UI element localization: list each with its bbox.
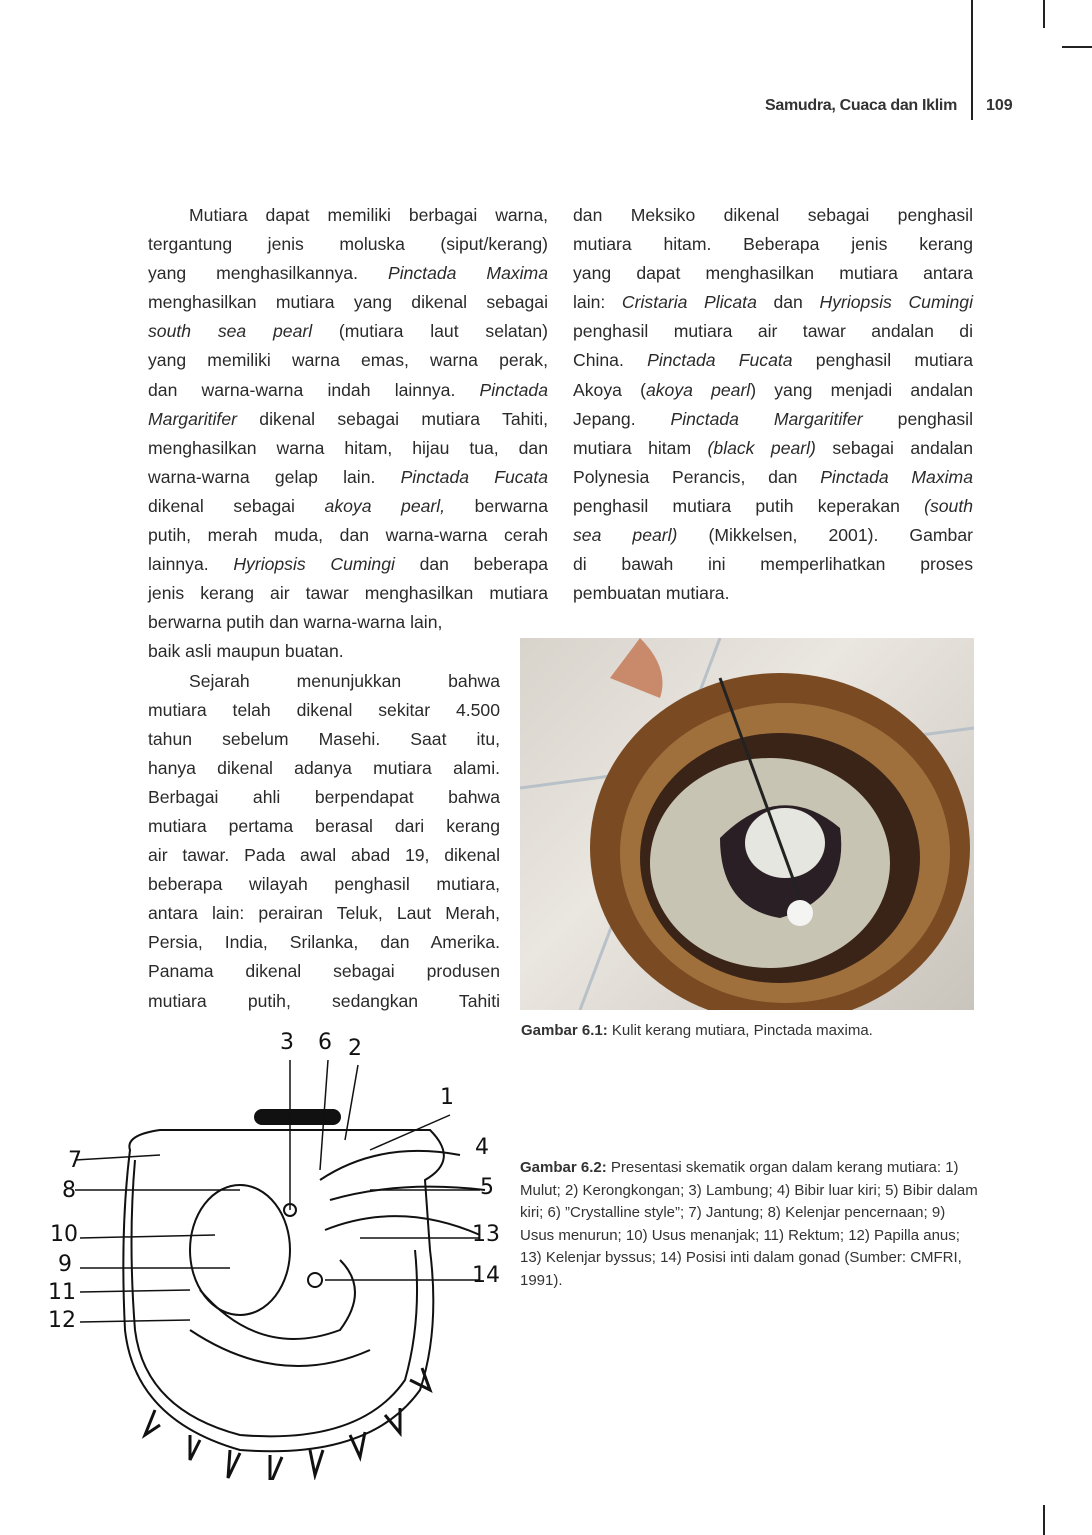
italic-term: akoya pearl, — [324, 495, 446, 516]
text-segment: berwarna — [445, 495, 548, 516]
text-segment: ) yang menjadi andalan — [750, 379, 974, 400]
italic-term: Pinctada Fucata — [647, 350, 793, 371]
text-segment: penghasil mutiara — [792, 350, 973, 371]
text-segment: di bawah ini memperlihatkan proses — [573, 554, 973, 575]
text-segment: Polynesia Perancis, dan — [573, 466, 821, 487]
text-segment: air tawar. Pada awal abad 19, dikenal — [148, 845, 500, 866]
caption-text: Presentasi skematik organ dalam kerang mutiara: 1) Mulut; 2) Kerongkongan; 3) Lambung; 4) Bibir luar kiri; 5) Bibir dalam kiri; 6) ”Crystalline style”; 7) Jantung; 8) Kelenjar pencernaan; 9) Usus menurun; 10) Usus menanjak; 11) Rektum; 12) Papilla anus; 13) Kelenjar byssus; 14) Posisi inti dalam gonad (Sumber: CMFRI, 1991). — [520, 1159, 978, 1289]
text-line — [148, 434, 548, 463]
figure-label: Gambar 6.1: — [521, 1022, 608, 1039]
text-line — [573, 434, 973, 463]
text-line — [148, 521, 548, 550]
text-line — [148, 870, 500, 899]
text-line — [148, 201, 548, 230]
text-line — [148, 259, 548, 288]
text-line — [148, 899, 500, 928]
text-segment: mutiara hitam. Beberapa jenis kerang — [573, 234, 973, 255]
italic-term: (black pearl) — [707, 437, 816, 458]
italic-term: Pinctada — [479, 379, 548, 400]
text-line — [148, 754, 500, 783]
pearl-oyster-photo — [520, 638, 974, 1010]
text-line — [573, 346, 973, 375]
text-segment: menghasilkan mutiara yang dikenal sebagai — [148, 292, 548, 313]
text-segment: dan beberapa — [394, 554, 549, 575]
text-line — [148, 696, 500, 725]
text-segment: penghasil — [862, 408, 973, 429]
text-segment: berwarna putih dan warna-warna lain, — [148, 612, 443, 633]
text-segment: dikenal sebagai mutiara Tahiti, — [236, 408, 548, 429]
italic-term: Margaritifer — [148, 408, 237, 429]
text-line — [148, 841, 500, 870]
italic-term: Pinctada Fucata — [400, 466, 548, 487]
text-line — [148, 492, 548, 521]
figure-6-1-caption — [521, 1020, 981, 1043]
text-line — [573, 230, 973, 259]
text-segment: lainnya. — [148, 554, 234, 575]
text-line — [148, 812, 500, 841]
italic-term: Pinctada Margaritifer — [670, 408, 863, 429]
text-line — [148, 288, 548, 317]
oyster-anatomy-diagram — [40, 1030, 510, 1480]
text-segment: antara lain: perairan Teluk, Laut Merah, — [148, 903, 500, 924]
italic-term: (south — [924, 495, 973, 516]
diagram-label-number: 12 — [48, 1308, 76, 1333]
header-rule — [971, 0, 973, 120]
text-line — [573, 405, 973, 434]
text-segment: yang menghasilkannya. — [148, 263, 388, 284]
text-segment: jenis kerang air tawar menghasilkan mutiara — [148, 583, 548, 604]
text-segment: menghasilkan warna hitam, hijau tua, dan — [148, 437, 548, 458]
text-line — [148, 667, 500, 696]
text-line — [148, 725, 500, 754]
text-segment: penghasil mutiara air tawar andalan di — [573, 321, 973, 342]
diagram-label-number: 8 — [62, 1178, 76, 1203]
crop-mark — [1043, 0, 1045, 28]
text-line — [573, 550, 973, 579]
text-segment: yang dapat menghasilkan mutiara antara — [573, 263, 973, 284]
text-segment: penghasil mutiara putih keperakan — [573, 495, 925, 516]
text-line — [148, 579, 548, 608]
text-segment: Mutiara dapat memiliki berbagai warna, — [189, 205, 548, 225]
italic-term: Pinctada Maxima — [387, 263, 548, 284]
italic-term: Hyriopsis Cumingi — [233, 554, 395, 575]
text-segment: Persia, India, Srilanka, dan Amerika. — [148, 932, 500, 953]
text-segment: Akoya ( — [573, 379, 646, 400]
right-column-text — [573, 201, 973, 608]
italic-term: sea pearl) — [573, 525, 678, 546]
text-segment: mutiara putih, sedangkan Tahiti — [148, 990, 500, 1011]
diagram-label-number: 7 — [68, 1148, 82, 1173]
text-segment: (Mikkelsen, 2001). Gambar — [677, 525, 973, 546]
italic-term: Hyriopsis Cumingi — [819, 292, 973, 313]
italic-term: Cristaria Plicata — [621, 292, 757, 313]
text-line — [148, 987, 500, 1016]
text-line — [148, 230, 548, 259]
text-line — [148, 405, 548, 434]
text-segment: pembuatan mutiara. — [573, 583, 730, 604]
text-segment: (mutiara laut selatan) — [312, 321, 548, 342]
text-line — [148, 317, 548, 346]
text-segment: beberapa wilayah penghasil mutiara, — [148, 874, 500, 895]
text-segment: dan — [756, 292, 820, 313]
text-segment: sebagai andalan — [815, 437, 973, 458]
text-segment: putih, merah muda, dan warna-warna cerah — [148, 525, 548, 546]
text-line — [148, 346, 548, 375]
text-line — [573, 201, 973, 230]
text-segment: mutiara telah dikenal sekitar 4.500 — [148, 699, 500, 720]
page-number: 109 — [986, 97, 1013, 114]
text-segment: mutiara hitam — [573, 437, 708, 458]
text-segment: dikenal sebagai — [148, 495, 325, 516]
text-line — [573, 521, 973, 550]
text-line — [148, 376, 548, 405]
text-segment: tahun sebelum Masehi. Saat itu, — [148, 728, 500, 749]
text-segment: warna-warna gelap lain. — [148, 466, 401, 487]
text-segment: Jepang. — [573, 408, 671, 429]
caption-text: Kulit kerang mutiara, Pinctada maxima. — [607, 1022, 873, 1039]
crop-mark — [1062, 46, 1092, 48]
text-segment: tergantung jenis moluska (siput/kerang) — [148, 234, 548, 255]
text-segment: mutiara pertama berasal dari kerang — [148, 815, 500, 836]
crop-mark — [1043, 1505, 1045, 1535]
text-segment: dan warna-warna indah lainnya. — [148, 379, 480, 400]
diagram-label-number: 10 — [50, 1222, 78, 1247]
text-segment: Sejarah menunjukkan bahwa — [189, 670, 500, 691]
text-line — [148, 550, 548, 579]
diagram-label-number: 9 — [58, 1252, 72, 1277]
text-line — [573, 579, 973, 608]
running-header-title: Samudra, Cuaca dan Iklim — [765, 97, 957, 114]
diagram-label-number: 1 — [440, 1085, 454, 1110]
text-line — [148, 637, 548, 666]
diagram-label-number: 3 — [280, 1030, 294, 1055]
diagram-label-number: 13 — [472, 1222, 500, 1247]
left-column-text — [148, 201, 548, 1016]
diagram-label-number: 4 — [475, 1135, 489, 1160]
diagram-label-number: 11 — [48, 1280, 76, 1305]
text-line — [573, 259, 973, 288]
italic-term: akoya pearl — [645, 379, 751, 400]
diagram-label-number: 5 — [480, 1175, 494, 1200]
diagram-label-number: 2 — [348, 1036, 362, 1061]
text-segment: China. — [573, 350, 648, 371]
text-segment: yang memiliki warna emas, warna perak, — [148, 350, 548, 371]
text-line — [148, 928, 500, 957]
diagram-label-number: 14 — [472, 1263, 500, 1288]
text-line — [148, 783, 500, 812]
text-line — [573, 317, 973, 346]
figure-label: Gambar 6.2: — [520, 1159, 607, 1176]
text-line — [573, 463, 973, 492]
diagram-label-number: 6 — [318, 1030, 332, 1055]
text-segment: dan Meksiko dikenal sebagai penghasil — [573, 205, 973, 225]
figure-6-2-caption — [520, 1157, 980, 1293]
text-line — [148, 463, 548, 492]
italic-term: Pinctada Maxima — [820, 466, 973, 487]
text-line — [148, 608, 548, 637]
text-segment: Panama dikenal sebagai produsen — [148, 961, 500, 982]
text-line — [148, 957, 500, 986]
text-segment: Berbagai ahli berpendapat bahwa — [148, 786, 500, 807]
text-segment: baik asli maupun buatan. — [148, 641, 344, 662]
text-segment: hanya dikenal adanya mutiara alami. — [148, 757, 500, 778]
text-segment: lain: — [573, 292, 622, 313]
text-line — [573, 492, 973, 521]
italic-term: south sea pearl — [148, 321, 313, 342]
text-line — [573, 288, 973, 317]
text-line — [573, 376, 973, 405]
